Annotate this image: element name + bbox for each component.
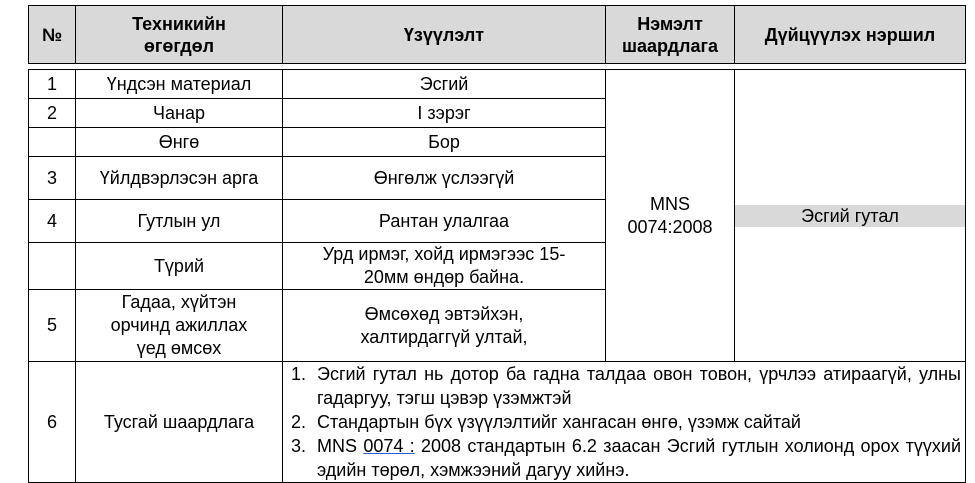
row-number: 1	[29, 70, 76, 99]
standard-code-line2: 0074:2008	[627, 216, 713, 237]
list-item	[291, 434, 961, 482]
row-number: 2	[29, 99, 76, 128]
header-applicable-name: Дүйцүүлэх нэршил	[735, 6, 966, 64]
row-number: 4	[29, 200, 76, 243]
row-value: Бор	[283, 128, 606, 157]
row-value: I зэрэг	[283, 99, 606, 128]
equivalent-name-cell	[735, 70, 966, 362]
row-number: 5	[29, 290, 76, 362]
row-value	[283, 290, 606, 362]
list-item	[291, 362, 961, 410]
row-value-line2: халтирдаггүй ултай,	[360, 326, 528, 347]
special-requirements-cell	[283, 362, 966, 483]
header-no: №	[29, 6, 76, 64]
header-tech-data-line1: Техникийн	[132, 13, 226, 34]
header-extra-line1: Нэмэлт	[637, 13, 703, 34]
header-extra-requirement	[606, 6, 735, 64]
special-requirements-list	[287, 362, 961, 482]
list-number: 1.	[291, 364, 307, 384]
table-row	[29, 70, 966, 99]
standard-code-line1: MNS	[650, 193, 690, 214]
row-value: Эсгий	[283, 70, 606, 99]
row-value: Рантан улалгаа	[283, 200, 606, 243]
standard-link[interactable]: 0074 :	[363, 436, 415, 456]
extra-requirement-cell	[606, 70, 735, 362]
row-name-line1: Гадаа, хүйтэн	[121, 292, 237, 312]
row-name-line3: үед өмсөх	[136, 338, 222, 358]
header-tech-data-line2: өгөгдөл	[143, 35, 215, 56]
row-value-line2: 20мм өндөр байна.	[363, 267, 525, 287]
row-name: Тусгай шаардлага	[76, 362, 283, 483]
spec-table	[28, 5, 966, 483]
list-text-post: 2008 стандартын 6.2 заасан Эсгий гутлын холионд орох түүхий эдийн төрөл, хэмжээний дагуу хийнэ.	[317, 436, 962, 480]
row-name: Түрий	[76, 243, 283, 290]
row-name: Өнгө	[76, 128, 283, 157]
header-extra-line2: шаардлага	[622, 35, 718, 56]
equivalent-name: Эсгий гутал	[735, 205, 965, 227]
list-number: 3.	[291, 436, 307, 456]
row-name: Чанар	[76, 99, 283, 128]
row-number	[29, 128, 76, 157]
row-number: 6	[29, 362, 76, 483]
header-indicator: Үзүүлэлт	[283, 6, 606, 64]
list-text: Эсгий гутал нь дотор ба гадна талдаа овон товон, үрчлээ атираагүй, улны гадаргуу, тэгш цэвэр үзэмжтэй	[317, 364, 961, 408]
header-row	[29, 6, 966, 64]
row-name: Гутлын ул	[76, 200, 283, 243]
row-name: Үйлдвэрлэсэн арга	[76, 157, 283, 200]
special-requirements-row	[29, 362, 966, 483]
row-name-line2: орчинд ажиллах	[110, 315, 248, 335]
list-item	[291, 410, 961, 434]
list-number: 2.	[291, 412, 307, 432]
header-tech-data	[76, 6, 283, 64]
row-value	[283, 243, 606, 290]
row-number: 3	[29, 157, 76, 200]
row-value: Өнгөлж үслээгүй	[283, 157, 606, 200]
list-text: Стандартын бүх үзүүлэлтийг хангасан өнгө, үзэмж сайтай	[317, 412, 801, 432]
row-name	[76, 290, 283, 362]
row-name: Үндсэн материал	[76, 70, 283, 99]
row-number	[29, 243, 76, 290]
list-text-pre: MNS	[317, 436, 364, 456]
row-value-line1: Өмсөхөд эвтэйхэн,	[364, 303, 524, 324]
row-value-line1: Урд ирмэг, хойд ирмэгээс 15-	[322, 244, 566, 264]
